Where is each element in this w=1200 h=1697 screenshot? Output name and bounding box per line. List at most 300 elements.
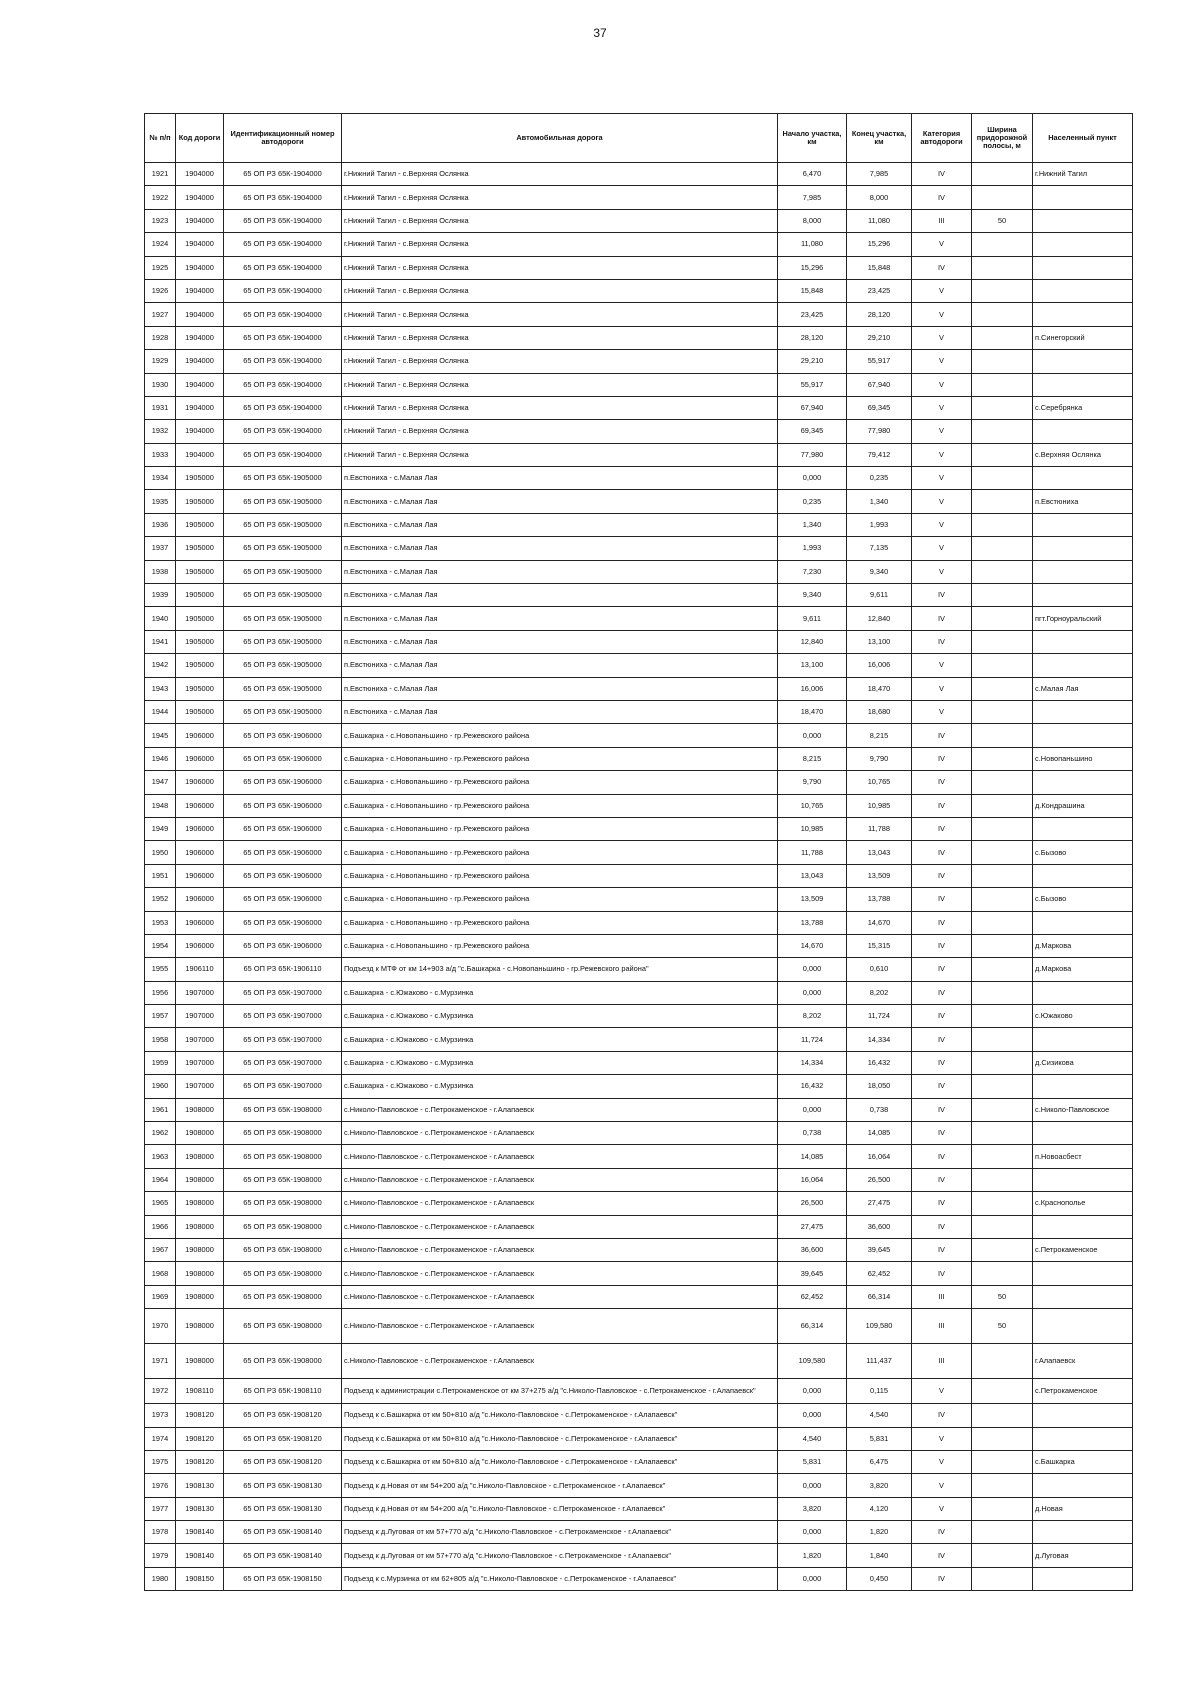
cell-road-code: 1906000 (176, 794, 224, 817)
cell-road-name: с.Николо-Павловское - с.Петрокаменское - г.Алапаевск (342, 1344, 778, 1379)
cell-settlement (1033, 256, 1133, 279)
table-row (145, 1238, 1133, 1261)
cell-road-name: Подъезд к д.Луговая от км 57+770 а/д "с.Николо-Павловское - с.Петрокаменское - г.Алапаевск" (342, 1544, 778, 1567)
cell-settlement: г.Алапаевск (1033, 1344, 1133, 1379)
cell-start-km: 12,840 (778, 630, 847, 653)
cell-strip-width (972, 1215, 1033, 1238)
table-row (145, 794, 1133, 817)
cell-end-km: 13,100 (847, 630, 912, 653)
table-row (145, 163, 1133, 186)
header-strip-width: Ширина придорожной полосы, м (972, 114, 1033, 163)
cell-end-km: 10,765 (847, 771, 912, 794)
cell-id-number: 65 ОП РЗ 65К-1904000 (224, 396, 342, 419)
cell-category: V (912, 537, 972, 560)
cell-number: 1924 (145, 233, 176, 256)
cell-number: 1939 (145, 584, 176, 607)
cell-end-km: 69,345 (847, 396, 912, 419)
cell-category: III (912, 1309, 972, 1344)
cell-road-code: 1905000 (176, 490, 224, 513)
cell-start-km: 39,645 (778, 1262, 847, 1285)
cell-road-code: 1906110 (176, 958, 224, 981)
table-row (145, 1344, 1133, 1379)
table-row (145, 1075, 1133, 1098)
cell-road-name: Подъезд к МТФ от км 14+903 а/д "с.Башкарка - с.Новопаньшино - гр.Режевского района" (342, 958, 778, 981)
table-row (145, 607, 1133, 630)
cell-road-name: с.Башкарка - с.Южаково - с.Мурзинка (342, 1051, 778, 1074)
cell-settlement (1033, 1404, 1133, 1427)
cell-number: 1980 (145, 1567, 176, 1590)
cell-category: IV (912, 1098, 972, 1121)
cell-strip-width (972, 1005, 1033, 1028)
cell-road-name: п.Евстюниха - с.Малая Лая (342, 513, 778, 536)
cell-settlement (1033, 560, 1133, 583)
cell-end-km: 15,296 (847, 233, 912, 256)
cell-road-name: с.Николо-Павловское - с.Петрокаменское - г.Алапаевск (342, 1122, 778, 1145)
cell-end-km: 11,788 (847, 817, 912, 840)
cell-road-code: 1908130 (176, 1497, 224, 1520)
cell-id-number: 65 ОП РЗ 65К-1906000 (224, 747, 342, 770)
cell-number: 1976 (145, 1474, 176, 1497)
cell-id-number: 65 ОП РЗ 65К-1908000 (224, 1192, 342, 1215)
cell-category: IV (912, 630, 972, 653)
cell-start-km: 62,452 (778, 1285, 847, 1308)
cell-start-km: 14,334 (778, 1051, 847, 1074)
page-number: 37 (593, 26, 607, 40)
cell-strip-width (972, 279, 1033, 302)
cell-start-km: 0,000 (778, 1567, 847, 1590)
cell-category: V (912, 1474, 972, 1497)
cell-number: 1956 (145, 981, 176, 1004)
cell-end-km: 9,340 (847, 560, 912, 583)
cell-road-name: с.Башкарка - с.Новопаньшино - гр.Режевского района (342, 747, 778, 770)
cell-number: 1973 (145, 1404, 176, 1427)
cell-number: 1963 (145, 1145, 176, 1168)
cell-strip-width (972, 256, 1033, 279)
cell-settlement: с.Петрокаменское (1033, 1238, 1133, 1261)
cell-road-code: 1906000 (176, 934, 224, 957)
cell-settlement (1033, 630, 1133, 653)
cell-id-number: 65 ОП РЗ 65К-1906000 (224, 911, 342, 934)
cell-category: IV (912, 934, 972, 957)
cell-end-km: 0,450 (847, 1567, 912, 1590)
cell-strip-width (972, 1051, 1033, 1074)
cell-id-number: 65 ОП РЗ 65К-1908000 (224, 1122, 342, 1145)
cell-settlement: д.Сизикова (1033, 1051, 1133, 1074)
cell-id-number: 65 ОП РЗ 65К-1906110 (224, 958, 342, 981)
header-road-name: Автомобильная дорога (342, 114, 778, 163)
cell-road-code: 1904000 (176, 396, 224, 419)
cell-start-km: 9,790 (778, 771, 847, 794)
cell-settlement: с.Южаково (1033, 1005, 1133, 1028)
table-row (145, 1474, 1133, 1497)
cell-id-number: 65 ОП РЗ 65К-1908110 (224, 1379, 342, 1404)
cell-id-number: 65 ОП РЗ 65К-1905000 (224, 630, 342, 653)
cell-road-name: п.Евстюниха - с.Малая Лая (342, 560, 778, 583)
cell-strip-width (972, 584, 1033, 607)
cell-end-km: 10,985 (847, 794, 912, 817)
cell-road-code: 1908000 (176, 1098, 224, 1121)
cell-id-number: 65 ОП РЗ 65К-1905000 (224, 607, 342, 630)
table-row (145, 467, 1133, 490)
cell-settlement (1033, 1285, 1133, 1308)
cell-end-km: 14,670 (847, 911, 912, 934)
cell-start-km: 14,670 (778, 934, 847, 957)
table-row (145, 654, 1133, 677)
cell-end-km: 8,215 (847, 724, 912, 747)
cell-number: 1961 (145, 1098, 176, 1121)
cell-id-number: 65 ОП РЗ 65К-1906000 (224, 794, 342, 817)
cell-id-number: 65 ОП РЗ 65К-1907000 (224, 1075, 342, 1098)
table-row (145, 420, 1133, 443)
cell-start-km: 13,043 (778, 864, 847, 887)
cell-end-km: 4,120 (847, 1497, 912, 1520)
cell-road-name: Подъезд к администрации с.Петрокаменское от км 37+275 а/д "с.Николо-Павловское - с.Петрокаменское - г.Алапаевск" (342, 1379, 778, 1404)
cell-number: 1960 (145, 1075, 176, 1098)
cell-category: IV (912, 864, 972, 887)
cell-end-km: 11,080 (847, 209, 912, 232)
cell-number: 1954 (145, 934, 176, 957)
cell-id-number: 65 ОП РЗ 65К-1906000 (224, 934, 342, 957)
table-row (145, 209, 1133, 232)
cell-start-km: 36,600 (778, 1238, 847, 1261)
cell-road-name: г.Нижний Тагил - с.Верхняя Ослянка (342, 233, 778, 256)
cell-road-code: 1908120 (176, 1404, 224, 1427)
cell-category: IV (912, 888, 972, 911)
cell-settlement: с.Серебрянка (1033, 396, 1133, 419)
cell-strip-width (972, 1098, 1033, 1121)
cell-id-number: 65 ОП РЗ 65К-1908140 (224, 1521, 342, 1544)
table-row (145, 1497, 1133, 1520)
cell-category: IV (912, 256, 972, 279)
cell-settlement: с.Башкарка (1033, 1450, 1133, 1473)
cell-settlement: с.Бызово (1033, 888, 1133, 911)
cell-number: 1953 (145, 911, 176, 934)
cell-end-km: 39,645 (847, 1238, 912, 1261)
roads-table (144, 113, 1133, 1591)
cell-start-km: 16,006 (778, 677, 847, 700)
table-row (145, 958, 1133, 981)
cell-id-number: 65 ОП РЗ 65К-1906000 (224, 888, 342, 911)
cell-road-code: 1908000 (176, 1309, 224, 1344)
cell-road-name: г.Нижний Тагил - с.Верхняя Ослянка (342, 396, 778, 419)
cell-id-number: 65 ОП РЗ 65К-1907000 (224, 1028, 342, 1051)
cell-settlement (1033, 537, 1133, 560)
cell-number: 1952 (145, 888, 176, 911)
cell-id-number: 65 ОП РЗ 65К-1904000 (224, 186, 342, 209)
cell-road-code: 1908000 (176, 1238, 224, 1261)
cell-road-code: 1907000 (176, 1051, 224, 1074)
cell-number: 1948 (145, 794, 176, 817)
cell-category: IV (912, 186, 972, 209)
cell-start-km: 29,210 (778, 350, 847, 373)
cell-strip-width (972, 1145, 1033, 1168)
cell-strip-width (972, 1567, 1033, 1590)
cell-id-number: 65 ОП РЗ 65К-1904000 (224, 233, 342, 256)
cell-id-number: 65 ОП РЗ 65К-1908150 (224, 1567, 342, 1590)
cell-settlement (1033, 186, 1133, 209)
cell-start-km: 1,993 (778, 537, 847, 560)
cell-road-name: г.Нижний Тагил - с.Верхняя Ослянка (342, 420, 778, 443)
cell-end-km: 23,425 (847, 279, 912, 302)
cell-settlement: п.Синегорский (1033, 326, 1133, 349)
cell-number: 1933 (145, 443, 176, 466)
cell-id-number: 65 ОП РЗ 65К-1904000 (224, 163, 342, 186)
cell-category: V (912, 396, 972, 419)
cell-start-km: 11,080 (778, 233, 847, 256)
table-row (145, 1192, 1133, 1215)
cell-road-name: п.Евстюниха - с.Малая Лая (342, 467, 778, 490)
cell-settlement (1033, 817, 1133, 840)
cell-settlement (1033, 233, 1133, 256)
cell-settlement (1033, 584, 1133, 607)
cell-category: V (912, 677, 972, 700)
cell-strip-width (972, 911, 1033, 934)
cell-road-code: 1908140 (176, 1544, 224, 1567)
cell-road-code: 1905000 (176, 537, 224, 560)
cell-id-number: 65 ОП РЗ 65К-1908120 (224, 1404, 342, 1427)
table-row (145, 841, 1133, 864)
cell-number: 1922 (145, 186, 176, 209)
cell-strip-width (972, 303, 1033, 326)
cell-road-code: 1905000 (176, 584, 224, 607)
cell-strip-width (972, 1344, 1033, 1379)
cell-end-km: 16,432 (847, 1051, 912, 1074)
cell-strip-width (972, 1474, 1033, 1497)
table-row (145, 981, 1133, 1004)
cell-category: V (912, 279, 972, 302)
table-row (145, 700, 1133, 723)
cell-number: 1966 (145, 1215, 176, 1238)
cell-category: IV (912, 1122, 972, 1145)
cell-id-number: 65 ОП РЗ 65К-1904000 (224, 256, 342, 279)
cell-id-number: 65 ОП РЗ 65К-1904000 (224, 420, 342, 443)
cell-road-name: с.Башкарка - с.Южаково - с.Мурзинка (342, 981, 778, 1004)
cell-id-number: 65 ОП РЗ 65К-1905000 (224, 537, 342, 560)
cell-start-km: 10,765 (778, 794, 847, 817)
cell-strip-width (972, 513, 1033, 536)
header-end-km: Конец участка, км (847, 114, 912, 163)
cell-start-km: 16,432 (778, 1075, 847, 1098)
cell-road-code: 1905000 (176, 700, 224, 723)
cell-road-code: 1905000 (176, 630, 224, 653)
table-body (145, 163, 1133, 1591)
cell-start-km: 3,820 (778, 1497, 847, 1520)
cell-road-name: с.Николо-Павловское - с.Петрокаменское - г.Алапаевск (342, 1215, 778, 1238)
cell-end-km: 4,540 (847, 1404, 912, 1427)
cell-id-number: 65 ОП РЗ 65К-1904000 (224, 326, 342, 349)
table-row (145, 724, 1133, 747)
cell-road-name: Подъезд к д.Луговая от км 57+770 а/д "с.Николо-Павловское - с.Петрокаменское - г.Алапаевск" (342, 1521, 778, 1544)
cell-road-name: г.Нижний Тагил - с.Верхняя Ослянка (342, 256, 778, 279)
cell-settlement (1033, 373, 1133, 396)
table-row (145, 1168, 1133, 1191)
cell-start-km: 13,788 (778, 911, 847, 934)
cell-settlement (1033, 467, 1133, 490)
table-row (145, 817, 1133, 840)
cell-start-km: 0,000 (778, 1404, 847, 1427)
cell-end-km: 55,917 (847, 350, 912, 373)
cell-category: V (912, 490, 972, 513)
cell-strip-width (972, 888, 1033, 911)
cell-number: 1955 (145, 958, 176, 981)
cell-end-km: 15,848 (847, 256, 912, 279)
cell-category: IV (912, 1544, 972, 1567)
cell-category: IV (912, 1051, 972, 1074)
cell-category: V (912, 700, 972, 723)
cell-road-name: с.Башкарка - с.Новопаньшино - гр.Режевского района (342, 911, 778, 934)
cell-settlement (1033, 1215, 1133, 1238)
cell-strip-width (972, 1379, 1033, 1404)
cell-end-km: 28,120 (847, 303, 912, 326)
cell-road-code: 1904000 (176, 256, 224, 279)
cell-road-name: с.Николо-Павловское - с.Петрокаменское - г.Алапаевск (342, 1145, 778, 1168)
cell-number: 1974 (145, 1427, 176, 1450)
cell-strip-width (972, 794, 1033, 817)
cell-road-code: 1904000 (176, 279, 224, 302)
cell-id-number: 65 ОП РЗ 65К-1906000 (224, 724, 342, 747)
cell-road-name: Подъезд к с.Башкарка от км 50+810 а/д "с.Николо-Павловское - с.Петрокаменское - г.Алапаевск" (342, 1427, 778, 1450)
table-row (145, 1521, 1133, 1544)
cell-strip-width (972, 373, 1033, 396)
cell-end-km: 62,452 (847, 1262, 912, 1285)
cell-strip-width (972, 443, 1033, 466)
cell-id-number: 65 ОП РЗ 65К-1908000 (224, 1098, 342, 1121)
cell-road-code: 1904000 (176, 443, 224, 466)
cell-end-km: 0,738 (847, 1098, 912, 1121)
cell-strip-width (972, 607, 1033, 630)
cell-road-name: с.Башкарка - с.Новопаньшино - гр.Режевского района (342, 934, 778, 957)
table-row (145, 326, 1133, 349)
cell-start-km: 0,000 (778, 1379, 847, 1404)
cell-start-km: 6,470 (778, 163, 847, 186)
cell-road-code: 1908120 (176, 1450, 224, 1473)
cell-id-number: 65 ОП РЗ 65К-1904000 (224, 209, 342, 232)
cell-id-number: 65 ОП РЗ 65К-1908120 (224, 1427, 342, 1450)
table-row (145, 864, 1133, 887)
cell-number: 1932 (145, 420, 176, 443)
cell-number: 1936 (145, 513, 176, 536)
cell-road-name: Подъезд к д.Новая от км 54+200 а/д "с.Николо-Павловское - с.Петрокаменское - г.Алапаевск" (342, 1474, 778, 1497)
cell-road-code: 1905000 (176, 607, 224, 630)
cell-number: 1926 (145, 279, 176, 302)
cell-number: 1934 (145, 467, 176, 490)
cell-start-km: 0,738 (778, 1122, 847, 1145)
cell-road-code: 1907000 (176, 1028, 224, 1051)
cell-end-km: 26,500 (847, 1168, 912, 1191)
cell-number: 1951 (145, 864, 176, 887)
cell-category: V (912, 1379, 972, 1404)
cell-category: IV (912, 1005, 972, 1028)
cell-road-code: 1904000 (176, 209, 224, 232)
cell-road-name: г.Нижний Тагил - с.Верхняя Ослянка (342, 186, 778, 209)
cell-end-km: 8,000 (847, 186, 912, 209)
cell-strip-width (972, 700, 1033, 723)
table-row (145, 303, 1133, 326)
cell-start-km: 4,540 (778, 1427, 847, 1450)
cell-category: IV (912, 607, 972, 630)
cell-settlement (1033, 1427, 1133, 1450)
cell-start-km: 8,215 (778, 747, 847, 770)
cell-road-code: 1906000 (176, 911, 224, 934)
cell-start-km: 67,940 (778, 396, 847, 419)
table-row (145, 186, 1133, 209)
cell-id-number: 65 ОП РЗ 65К-1908000 (224, 1262, 342, 1285)
cell-start-km: 5,831 (778, 1450, 847, 1473)
cell-end-km: 1,993 (847, 513, 912, 536)
cell-id-number: 65 ОП РЗ 65К-1907000 (224, 981, 342, 1004)
cell-category: V (912, 654, 972, 677)
cell-road-name: г.Нижний Тагил - с.Верхняя Ослянка (342, 209, 778, 232)
cell-end-km: 66,314 (847, 1285, 912, 1308)
cell-category: V (912, 1427, 972, 1450)
cell-category: V (912, 560, 972, 583)
table-row (145, 256, 1133, 279)
table-row (145, 1051, 1133, 1074)
table-row (145, 911, 1133, 934)
cell-settlement: с.Новопаньшино (1033, 747, 1133, 770)
cell-road-code: 1908120 (176, 1427, 224, 1450)
table-row (145, 1379, 1133, 1404)
cell-end-km: 67,940 (847, 373, 912, 396)
cell-road-code: 1908000 (176, 1285, 224, 1308)
cell-road-code: 1906000 (176, 724, 224, 747)
cell-strip-width (972, 1544, 1033, 1567)
table-row (145, 1544, 1133, 1567)
cell-start-km: 8,202 (778, 1005, 847, 1028)
cell-number: 1964 (145, 1168, 176, 1191)
cell-id-number: 65 ОП РЗ 65К-1904000 (224, 443, 342, 466)
cell-category: IV (912, 841, 972, 864)
cell-settlement (1033, 1262, 1133, 1285)
cell-category: IV (912, 1168, 972, 1191)
header-category: Категория автодороги (912, 114, 972, 163)
cell-road-name: с.Николо-Павловское - с.Петрокаменское - г.Алапаевск (342, 1285, 778, 1308)
cell-id-number: 65 ОП РЗ 65К-1907000 (224, 1051, 342, 1074)
cell-id-number: 65 ОП РЗ 65К-1905000 (224, 467, 342, 490)
cell-category: III (912, 1344, 972, 1379)
table-row (145, 771, 1133, 794)
cell-road-name: п.Евстюниха - с.Малая Лая (342, 654, 778, 677)
cell-settlement (1033, 700, 1133, 723)
cell-end-km: 9,611 (847, 584, 912, 607)
table-row (145, 396, 1133, 419)
cell-settlement: п.Евстюниха (1033, 490, 1133, 513)
cell-number: 1972 (145, 1379, 176, 1404)
table-row (145, 373, 1133, 396)
cell-settlement (1033, 513, 1133, 536)
header-start-km: Начало участка, км (778, 114, 847, 163)
cell-strip-width (972, 841, 1033, 864)
cell-end-km: 14,085 (847, 1122, 912, 1145)
cell-road-code: 1904000 (176, 186, 224, 209)
cell-settlement (1033, 420, 1133, 443)
cell-end-km: 27,475 (847, 1192, 912, 1215)
cell-start-km: 0,000 (778, 724, 847, 747)
cell-end-km: 7,985 (847, 163, 912, 186)
cell-settlement (1033, 724, 1133, 747)
cell-strip-width (972, 677, 1033, 700)
cell-start-km: 26,500 (778, 1192, 847, 1215)
cell-category: IV (912, 584, 972, 607)
cell-end-km: 0,235 (847, 467, 912, 490)
cell-end-km: 6,475 (847, 1450, 912, 1473)
cell-id-number: 65 ОП РЗ 65К-1908130 (224, 1474, 342, 1497)
cell-end-km: 16,006 (847, 654, 912, 677)
table-row (145, 1122, 1133, 1145)
cell-start-km: 0,235 (778, 490, 847, 513)
cell-strip-width (972, 350, 1033, 373)
cell-road-name: п.Евстюниха - с.Малая Лая (342, 630, 778, 653)
